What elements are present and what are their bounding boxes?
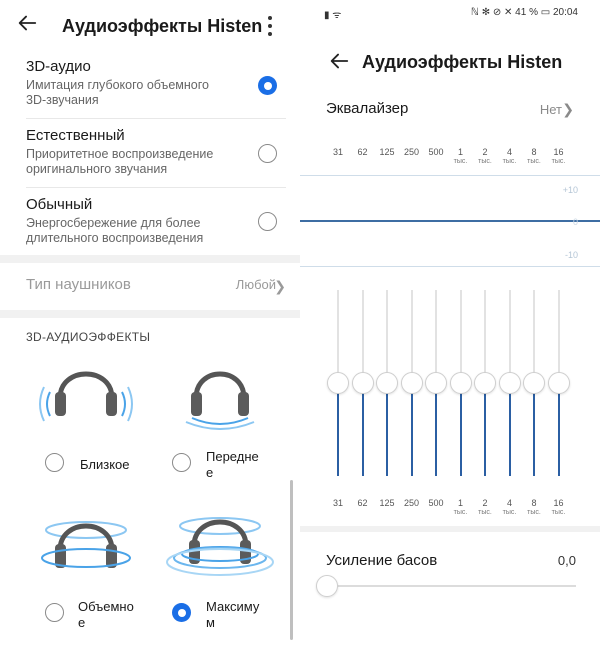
- right-panel: [300, 0, 600, 650]
- effect-close-label: Близкое: [80, 457, 130, 472]
- mode-description: Энергосбережение для более длительного воспроизведения: [26, 216, 204, 245]
- left-top-bar: [0, 0, 300, 56]
- freq-label-top-2: [375, 147, 399, 157]
- band-slider-fill-8: [533, 383, 535, 476]
- freq-label-top-1: [351, 147, 375, 157]
- freq-label-bottom-9: [547, 498, 571, 517]
- mode-normal[interactable]: [26, 196, 286, 246]
- eq-curve-line: [300, 220, 600, 222]
- freq-label-bottom-4: [424, 498, 448, 508]
- frequency-number: 1: [457, 498, 463, 508]
- band-slider-fill-3: [411, 383, 413, 476]
- headphone-type-value: Любой: [235, 277, 276, 292]
- band-slider-fill-1: [362, 383, 364, 476]
- freq-label-top-3: [400, 147, 424, 157]
- freq-label-bottom-2: [375, 498, 399, 508]
- status-right-icons: ℕ ✻ ⊘ ✕ 41 % ▭ 20:04: [470, 7, 578, 18]
- frequency-unit: тыс.: [527, 509, 541, 516]
- frequency-number: 62: [357, 498, 368, 508]
- frequency-number: 500: [428, 147, 444, 157]
- band-slider-knob-0[interactable]: [327, 372, 349, 394]
- band-slider-fill-2: [386, 383, 388, 476]
- headphone-type-row[interactable]: [26, 272, 286, 300]
- headphone-type-label: Тип наушников: [26, 276, 131, 293]
- page-title: Аудиоэффекты Histen: [362, 52, 563, 72]
- mode-natural-radio[interactable]: [258, 144, 277, 163]
- band-slider-fill-5: [460, 383, 462, 476]
- frequency-unit: тыс.: [453, 509, 468, 516]
- band-slider-fill-4: [435, 383, 437, 476]
- more-options-icon[interactable]: [262, 12, 278, 40]
- freq-label-top-6: [473, 147, 497, 166]
- section-gap: [0, 255, 300, 263]
- frequency-number: 1: [457, 147, 463, 157]
- mode-3d-audio-radio[interactable]: [258, 76, 277, 95]
- effect-front-radio[interactable]: [172, 453, 191, 472]
- freq-label-bottom-7: [498, 498, 522, 517]
- status-bar: [300, 0, 600, 24]
- effect-close-radio[interactable]: [45, 453, 64, 472]
- page-title: Аудиоэффекты Histen: [62, 16, 263, 36]
- frequency-number: 250: [403, 147, 420, 157]
- frequency-number: 4: [506, 147, 512, 157]
- equalizer-preset-value: Нет: [539, 102, 562, 117]
- band-slider-knob-8[interactable]: [523, 372, 545, 394]
- band-slider-knob-3[interactable]: [401, 372, 423, 394]
- db-label-zero: 0: [572, 217, 578, 227]
- effect-surround-label: Объемно е: [78, 599, 134, 630]
- equalizer-label: Эквалайзер: [326, 100, 409, 117]
- freq-label-top-8: [522, 147, 546, 166]
- frequency-unit: тыс.: [502, 509, 517, 516]
- bass-boost-label: Усиление басов: [326, 552, 438, 569]
- band-slider-fill-7: [509, 383, 511, 476]
- frequency-number: 4: [506, 498, 512, 508]
- freq-label-bottom-1: [351, 498, 375, 508]
- effect-surround-radio[interactable]: [45, 603, 64, 622]
- headphones-front-icon: [172, 352, 268, 430]
- band-slider-knob-9[interactable]: [548, 372, 570, 394]
- frequency-unit: тыс.: [502, 158, 517, 165]
- bass-boost-slider-track[interactable]: [326, 585, 576, 587]
- frequency-number: 16: [553, 498, 564, 508]
- frequency-number: 125: [379, 147, 395, 157]
- status-left-icons: ▮ ᯤ: [324, 10, 342, 21]
- freq-label-top-4: [424, 147, 448, 157]
- mode-description: Приоритетное воспроизведение оригинального звучания: [26, 147, 214, 176]
- frequency-unit: тыс.: [551, 158, 566, 165]
- frequency-number: 16: [553, 147, 564, 157]
- section-gap: [0, 310, 300, 318]
- frequency-unit: тыс.: [527, 158, 541, 165]
- band-slider-knob-7[interactable]: [499, 372, 521, 394]
- back-button[interactable]: [16, 12, 44, 40]
- frequency-number: 2: [482, 147, 488, 157]
- frequency-number: 62: [357, 147, 368, 157]
- freq-label-bottom-6: [473, 498, 497, 517]
- effect-maximum-label: Максиму м: [206, 599, 260, 630]
- mode-normal-radio[interactable]: [258, 212, 277, 231]
- band-slider-knob-4[interactable]: [425, 372, 447, 394]
- frequency-number: 2: [482, 498, 488, 508]
- freq-label-top-7: [498, 147, 522, 166]
- frequency-number: 31: [332, 498, 343, 508]
- band-slider-knob-5[interactable]: [450, 372, 472, 394]
- mode-description: Имитация глубокого объемного 3D-звучания: [26, 78, 209, 107]
- mode-natural[interactable]: [26, 127, 286, 177]
- band-slider-knob-2[interactable]: [376, 372, 398, 394]
- frequency-number: 8: [531, 147, 537, 157]
- bass-boost-slider-knob[interactable]: [316, 575, 338, 597]
- frequency-number: 250: [403, 498, 420, 508]
- mode-title: Обычный: [26, 196, 93, 213]
- effects-section-title: 3D-АУДИОЭФФЕКТЫ: [26, 330, 151, 344]
- frequency-unit: тыс.: [551, 509, 566, 516]
- freq-label-bottom-5: [449, 498, 473, 517]
- bass-boost-value: 0,0: [557, 553, 576, 568]
- chevron-right-icon: ❯: [274, 278, 286, 294]
- frequency-unit: тыс.: [453, 158, 468, 165]
- eq-gridline-top: [300, 175, 600, 176]
- frequency-unit: тыс.: [478, 158, 492, 165]
- chevron-right-icon: ❯: [562, 101, 574, 117]
- effect-maximum-radio[interactable]: [172, 603, 191, 622]
- frequency-number: 125: [379, 498, 395, 508]
- arrow-left-icon: [16, 12, 38, 34]
- mode-title: 3D-аудио: [26, 58, 91, 75]
- mode-3d-audio[interactable]: [26, 58, 286, 108]
- band-slider-fill-6: [484, 383, 486, 476]
- divider: [26, 118, 286, 119]
- band-slider-knob-6[interactable]: [474, 372, 496, 394]
- db-label-minus10: -10: [564, 250, 578, 260]
- frequency-number: 31: [332, 147, 343, 157]
- mode-title: Естественный: [26, 127, 125, 144]
- eq-gridline-bottom: [300, 266, 600, 267]
- freq-label-top-9: [547, 147, 571, 166]
- arrow-left-icon: [328, 50, 350, 72]
- freq-label-bottom-8: [522, 498, 546, 517]
- frequency-number: 8: [531, 498, 537, 508]
- band-slider-knob-1[interactable]: [352, 372, 374, 394]
- freq-label-bottom-3: [400, 498, 424, 508]
- effect-front-label: Передне е: [206, 449, 259, 480]
- headphones-close-icon: [38, 352, 134, 430]
- freq-label-bottom-0: [326, 498, 350, 508]
- freq-label-top-0: [326, 147, 350, 157]
- section-gap: [300, 526, 600, 532]
- headphones-surround-icon: [38, 500, 134, 582]
- divider: [26, 187, 286, 188]
- scrollbar[interactable]: [290, 480, 293, 640]
- headphones-maximum-icon: [166, 496, 274, 582]
- back-button[interactable]: [328, 50, 350, 77]
- band-slider-fill-9: [558, 383, 560, 476]
- frequency-number: 500: [428, 498, 444, 508]
- db-label-plus10: +10: [562, 185, 578, 195]
- freq-label-top-5: [449, 147, 473, 166]
- frequency-unit: тыс.: [478, 509, 492, 516]
- band-slider-fill-0: [337, 383, 339, 476]
